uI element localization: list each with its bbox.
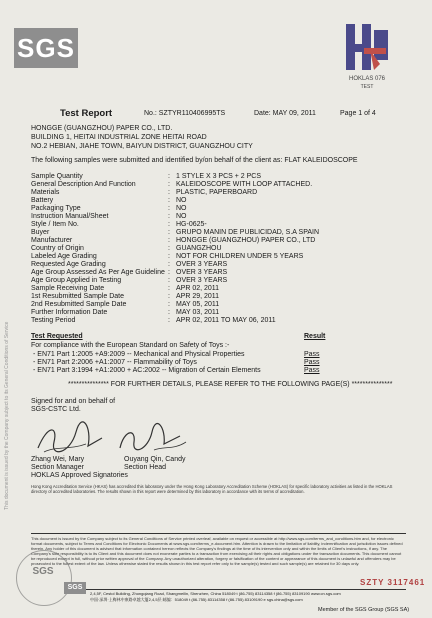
test-item-name: - EN71 Part 3:1994 +A1:2000 + AC:2002 -- Migration of Certain Elements: [33, 367, 261, 374]
field-value: GRUPO MANIN DE PUBLICIDAD, S.A SPAIN: [176, 229, 320, 236]
test-item-name: - EN71 Part 2:2006 +A1:2007 -- Flammability of Toys: [33, 359, 197, 366]
field-value: GUANGZHOU: [176, 245, 222, 252]
footer-divider: [64, 589, 406, 590]
intro-text: The following samples were submitted and identified by/on behalf of the client as: FLAT KALEIDOSCOPE: [31, 157, 358, 164]
field-value: MAY 05, 2011: [176, 301, 220, 308]
test-item-result: Pass: [304, 367, 320, 374]
accreditation-statement: Hong Kong Accreditation Service (HKAS) has accredited this laboratory under the Hong Kong Laboratory Accreditation Scheme (HOKLAS) for specific laboratory activities as listed in the HOKLAS directory of accredited laboratories. The results shown in this report were determined by this laboratory in accordance with its terms of accreditation.: [31, 484, 393, 495]
footer-address-cn: 中国·深圳·上梅林中康路卓越大厦2,4,5层 邮编：518049 t (86-755) 83114358 f (86-755) 83109190 e sgs.china@sgs.com: [90, 597, 303, 602]
test-requested-heading: Test Requested: [31, 333, 83, 340]
signature-2-icon: [114, 420, 194, 460]
field-value: MAY 03, 2011: [176, 309, 220, 316]
client-address-1: BUILDING 1, HEITAI INDUSTRIAL ZONE HEITAI ROAD: [31, 134, 207, 141]
field-label: Packaging Type: [31, 205, 81, 212]
hoklas-signatories: HOKLAS Approved Signatories: [31, 472, 128, 479]
field-value: APR 02, 2011 TO MAY 06, 2011: [176, 317, 276, 324]
field-value: HONGGE (GUANGZHOU) PAPER CO., LTD: [176, 237, 316, 244]
field-label: Buyer: [31, 229, 50, 236]
test-report-page: SGS HOKLAS 076 TEST This document is issued by the Company subject to its General Conditions of Service Test Report No.: SZTYR110406995TS Date: MAY 09, 2011 Page 1 of 4 HONGGE (GUANGZHOU) PAPER CO., LTD. BUILDING 1, HEITAI INDUSTRIAL ZONE HEITAI ROAD NO.2 HEBIAN, JIAHE TOWN, BAIYUN DISTRICT, GUANGZHOU CITY The following samples were submitted and identified by/on behalf of the client as: FLAT KALEIDOSCOPE Sample Quantity : 1 STYLE X 3 PCS + 2 PCS General Description And Function : KALEIDOSCOPE WITH LOOP ATTACHED. Materials : PLASTIC, PAPERBOARD Battery : NO Packaging Type : NO Instruction Manual/Sheet : NO Style / Item No. : HG-0625- Buyer : GRUPO MANIN DE PUBLICIDAD, S.A SPAIN Manufacturer : HONGGE (GUANGZHOU) PAPER CO., LTD Country of Origin : GUANGZHOU Labeled Age Grading : NOT FOR CHILDREN UNDER 5 YEARS Requested Age Grading : OVER 3 YEARS Age Group Assessed As Per Age Guideline : OVER 3 YEARS Age Group Applied in Testing : OVER 3 YEARS Sample Receiving Date : APR 02, 2011 1st Resubmitted Sample Date : APR 29, 2011 2nd Resubmitted Sample Date : MAY 05, 2011 Further Information Date : MAY 03, 2011 Testing Period : APR 02, 2011 TO MAY 06, 2011 Test Requested Result For compliance with the European Standard on Safety of Toys :- - EN71 Part 1:2005 +A9:2009 -- Mechanical and Physical Properties Pass - EN71 Part 2:2006 +A1:2007 -- Flammability of Toys Pass - EN71 Part 3:1994 +A1:2000 + AC:2002 -- Migration of Certain Elements Pass *************** FOR FURTHER DETAILS, PLEASE REFER TO THE FOLLOWING PAGE(S) *************** Signed for and on behalf of SGS-CSTC Ltd. Zhang Wei, Mary Section Manager Ouyang Qin, Candy Section Head HOKLAS Approved Signatories Hong Kong Accreditation Service (HKAS) has accredited this laboratory under the Hong Kong Laboratory Accreditation Scheme (HOKLAS) for specific laboratory activities as listed in the HOKLAS directory of accredited laboratories. The results shown in this report were determined by this laboratory in accordance with its terms of accreditation. This document is issued by the Company subject to its General Conditions of Service printed overleaf, available on request or accessible at http://www.sgs.com/terms_and_conditions.htm and, for electronic format documents, subject to Terms and Conditions for Electronic Documents at www.sgs.com/terms_e-document.htm. Attention is drawn to the limitation of liability, indemnification and jurisdiction issues defined therein. Any holder of this document is advised that information contained hereon reflects the Company's findings at the time of its intervention only and within the limits of Client's instructions, if any. The Company's sole responsibility is to its Client and this document does not exonerate parties to a transaction from exercising all their rights and obligations under the transaction documents. This document cannot be reproduced except in full, without prior written approval of the Company. Any unauthorized alteration, forgery or falsification of the content or appearance of this document is unlawful and offenders may be prosecuted to the fullest extent of the law. Unless otherwise stated the results shown in this test report refer only to the sample(s) tested and such sample(s) are retained for 30 days only. SGS SZTY 3117461 SGS 2,4,5F, Cestol Building, Zhongqiang Road, Shangmeilin, Shenzhen, China 518049 t (86-755) 83114358 f (86-755) 83109190 www.cn.sgs.com 中国·深圳·上梅林中康路卓越大厦2,4,5层 邮编：518049 t (86-755) 83114358 f (86-755) 83109190 e sgs.china@sgs.com Member of the SGS Group (SGS SA): [0, 0, 432, 618]
field-label: 2nd Resubmitted Sample Date: [31, 301, 127, 308]
result-heading: Result: [304, 333, 326, 340]
test-item-result: Pass: [304, 359, 320, 366]
page-indicator: Page 1 of 4: [340, 110, 376, 117]
side-disclaimer: This document is issued by the Company subject to its General Conditions of Service: [4, 321, 10, 510]
field-label: Age Group Applied in Testing: [31, 277, 122, 284]
field-label: Sample Receiving Date: [31, 285, 105, 292]
test-item-name: - EN71 Part 1:2005 +A9:2009 -- Mechanical and Physical Properties: [33, 351, 245, 358]
sgs-group-member: Member of the SGS Group (SGS SA): [318, 607, 410, 613]
client-name: HONGGE (GUANGZHOU) PAPER CO., LTD.: [31, 125, 173, 132]
report-date: Date: MAY 09, 2011: [254, 110, 316, 117]
field-label: Further Information Date: [31, 309, 108, 316]
stamp-text: SGS: [32, 566, 54, 577]
field-label: Style / Item No.: [31, 221, 79, 228]
field-value: APR 29, 2011: [176, 293, 220, 300]
field-label: Materials: [31, 189, 60, 196]
signatory-1-name: Zhang Wei, Mary: [31, 456, 85, 463]
hokla-test-label: TEST: [360, 84, 374, 90]
field-label: Testing Period: [31, 317, 76, 324]
field-label: Labeled Age Grading: [31, 253, 97, 260]
field-label: Country of Origin: [31, 245, 84, 252]
field-value: PLASTIC, PAPERBOARD: [176, 189, 258, 196]
client-address-2: NO.2 HEBIAN, JIAHE TOWN, BAIYUN DISTRICT, GUANGZHOU CITY: [31, 143, 253, 150]
field-value: KALEIDOSCOPE WITH LOOP ATTACHED.: [176, 181, 313, 188]
hokla-caption: HOKLAS 076: [348, 76, 386, 82]
field-label: Manufacturer: [31, 237, 73, 244]
field-label: Requested Age Grading: [31, 261, 106, 268]
field-value: HG-0625-: [176, 221, 207, 228]
field-label: Instruction Manual/Sheet: [31, 213, 109, 220]
field-value: OVER 3 YEARS: [176, 261, 228, 268]
divider: [31, 533, 406, 534]
footer-sgs-logo: SGS: [64, 582, 86, 594]
test-item-result: Pass: [304, 351, 320, 358]
footer-address-en: 2,4,5F, Cestol Building, Zhongqiang Road, Shangmeilin, Shenzhen, China 518049 t (86-755) 83114358 f (86-755) 83109190 www.cn.sgs.com: [90, 591, 341, 596]
legal-disclaimer: This document is issued by the Company subject to its General Conditions of Service printed overleaf, available on request or accessible at http://www.sgs.com/terms_and_conditions.htm and, for electronic format documents, subject to Terms and Conditions for Electronic Documents at www.sgs.com/terms_e-document.htm. Attention is drawn to the limitation of liability, indemnification and jurisdiction issues defined therein. Any holder of this document is advised that information contained hereon reflects the Company's findings at the time of its intervention only and within the limits of Client's instructions, if any. The Company's sole responsibility is to its Client and this document does not exonerate parties to a transaction from exercising all their rights and obligations under the transaction documents. This document cannot be reproduced except in full, without prior written approval of the Company. Any unauthorized alteration, forgery or falsification of the content or appearance of this document is unlawful and offenders may be prosecuted to the fullest extent of the law. Unless otherwise stated the results shown in this test report refer only to the sample(s) tested and such sample(s) are retained for 30 days only.: [31, 536, 403, 566]
signed-on-behalf: Signed for and on behalf of: [31, 398, 116, 405]
compliance-text: For compliance with the European Standard on Safety of Toys :-: [31, 342, 230, 349]
field-value: OVER 3 YEARS: [176, 277, 228, 284]
signature-1-icon: [30, 418, 110, 460]
field-value: OVER 3 YEARS: [176, 269, 228, 276]
field-value: NO: [176, 213, 187, 220]
signatory-2-name: Ouyang Qin, Candy: [124, 456, 186, 463]
field-value: NOT FOR CHILDREN UNDER 5 YEARS: [176, 253, 304, 260]
field-label: 1st Resubmitted Sample Date: [31, 293, 124, 300]
report-number: No.: SZTYR110406995TS: [144, 110, 226, 117]
field-label: Sample Quantity: [31, 173, 83, 180]
field-label: Age Group Assessed As Per Age Guideline: [31, 269, 165, 276]
further-details-note: *************** FOR FURTHER DETAILS, PLEASE REFER TO THE FOLLOWING PAGE(S) ***************: [68, 381, 393, 388]
report-title: Test Report: [60, 108, 113, 119]
company-name: SGS-CSTC Ltd.: [31, 406, 81, 413]
field-label: General Description And Function: [31, 181, 136, 188]
field-value: NO: [176, 197, 187, 204]
field-label: Battery: [31, 197, 54, 204]
field-value: APR 02, 2011: [176, 285, 220, 292]
signatory-1-title: Section Manager: [31, 464, 84, 471]
field-value: 1 STYLE X 3 PCS + 2 PCS: [176, 173, 262, 180]
serial-number: SZTY 3117461: [360, 578, 426, 587]
field-value: NO: [176, 205, 187, 212]
signatory-2-title: Section Head: [124, 464, 167, 471]
sgs-logo: SGS: [14, 28, 78, 68]
